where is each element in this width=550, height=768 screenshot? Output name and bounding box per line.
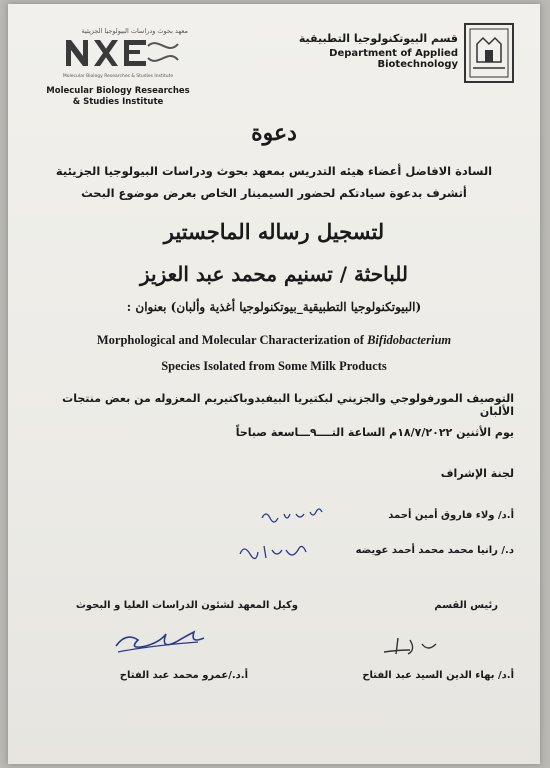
head-of-dept-name: أ.د/ بهاء الدين السيد عبد الفتاح (362, 670, 514, 681)
specialty-line: (البيوتكنولوجيا التطبيقية_بيوتكنولوجيا أغذية وألبان) بعنوان : (126, 300, 422, 314)
invitation-line: أتشرف بدعوة سيادتكم لحضور السيمينار الخاص بعرض موضوع البحث (81, 186, 467, 200)
signature-member-2 (236, 540, 316, 564)
thesis-title-ar: التوصيف المورفولوجي والجزيني لبكتيريا البيفيدوباكتيريم المعزوله من بعض منتجات الألبان (62, 392, 514, 418)
thesis-title-en-text: Morphological and Molecular Characterization of (96, 333, 368, 347)
seminar-date: يوم الأثنين ١٨/٧/٢٠٢٢م الساعة التــــ٩ـــاسعة صباحاً (235, 426, 514, 439)
institute-name-en-line2: & Studies Institute (72, 97, 164, 107)
thesis-title-en-line2: Species Isolated from Some Milk Products (161, 359, 387, 373)
head-of-dept-title: رئيس القسم (434, 600, 498, 611)
institute-name-small: Molecular Biology Researches & Studies Institute (62, 74, 174, 79)
addressee-line: السادة الافاضل أعضاء هيئه التدريس بمعهد بحوث ودراسات البيولوجيا الجزيئية (55, 164, 493, 178)
signature-head-of-dept (378, 630, 448, 664)
committee-member-2: د./ رانيا محمد محمد أحمد عويضه (355, 545, 514, 556)
purpose-line: لتسجيل رساله الماجستير (163, 219, 385, 244)
vice-dean-name: أ.د./عمرو محمد عبد الفتاح (119, 670, 248, 681)
department-name-en: Department of Applied Biotechnology (329, 48, 458, 70)
thesis-title-en-line1 (8, 333, 540, 348)
signature-member-1 (258, 506, 338, 528)
committee-member-1: أ.د/ ولاء فاروق أمين أحمد (388, 510, 514, 521)
institute-name-en-line1: Molecular Biology Researches (46, 86, 190, 96)
invitation-title: دعوة (251, 120, 297, 146)
department-name-ar: قسم البيوتكنولوجيا التطبيقية (298, 32, 458, 45)
committee-heading: لجنة الإشراف (440, 467, 514, 480)
document-page (8, 4, 540, 764)
institute-name-en (38, 86, 198, 108)
researcher-line: للباحثة / تسنيم محمد عبد العزيز (140, 262, 408, 286)
institute-name-ar: معهد بحوث ودراسات البيولوجيا الجزيئية (81, 27, 188, 35)
signature-vice-dean (108, 624, 218, 660)
university-seal-icon (463, 22, 515, 84)
vice-dean-title: وكيل المعهد لشئون الدراسات العليا و البحوث (75, 600, 298, 611)
thesis-title-en-genus: Bifidobacterium (367, 333, 452, 347)
